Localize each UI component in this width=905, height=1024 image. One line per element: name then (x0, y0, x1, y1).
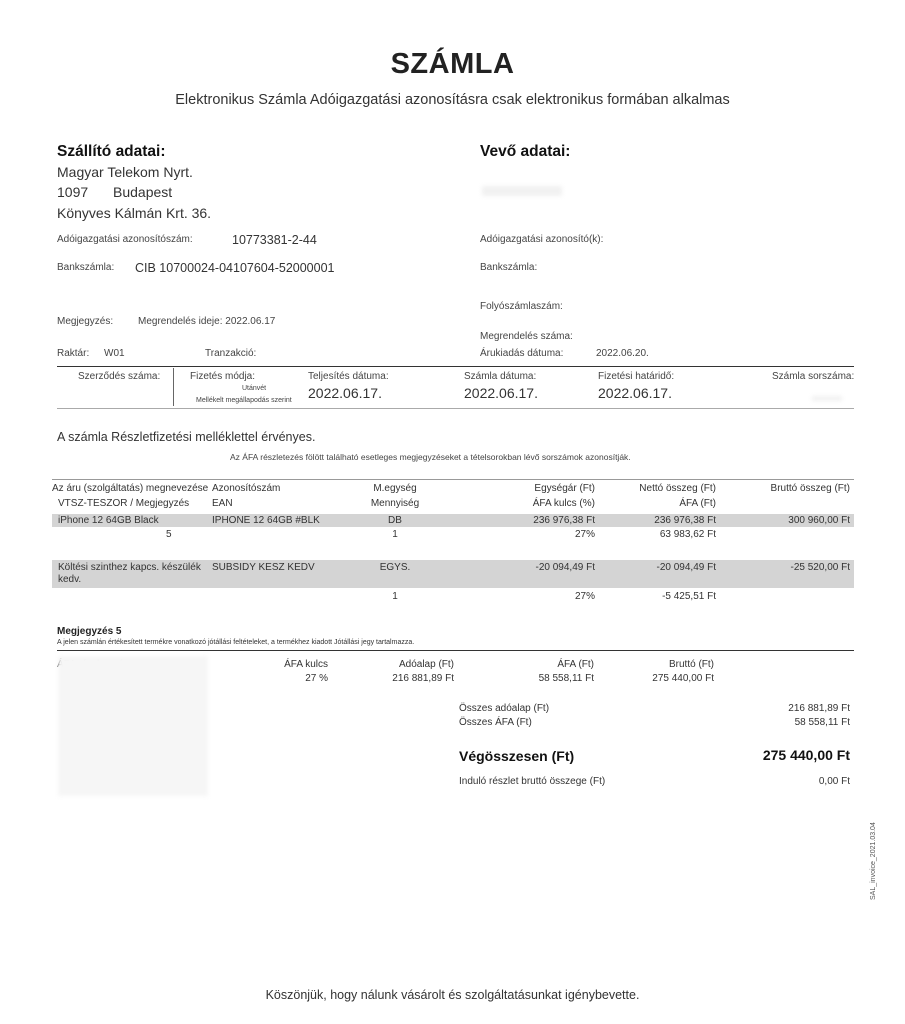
info-divider (173, 368, 174, 406)
delivery-date-value: 2022.06.20. (596, 348, 649, 359)
item-2-net: -20 094,49 Ft (656, 562, 716, 573)
seller-bank-value: CIB 10700024-04107604-52000001 (135, 261, 335, 275)
remark-title: Megjegyzés 5 (57, 626, 122, 637)
performance-date-label: Teljesítés dátuma: (308, 371, 389, 382)
item-2-code: SUBSIDY KESZ KEDV (212, 562, 315, 573)
installment-notice: A számla Részletfizetési melléklettel érvényes. (57, 430, 316, 444)
item-1-vat: 63 983,62 Ft (659, 529, 716, 540)
redacted-buyer-name (482, 186, 562, 196)
initial-installment-value: 0,00 Ft (818, 776, 850, 787)
item-1-unit-price: 236 976,38 Ft (533, 515, 595, 526)
info-row-top-line (57, 366, 854, 367)
payment-value: Utánvét (242, 385, 267, 392)
col-header-gross: Bruttó összeg (Ft) (770, 483, 850, 494)
total-tax-base-value: 216 881,89 Ft (788, 703, 850, 714)
col-header-net: Nettó összeg (Ft) (639, 483, 716, 494)
item-1-qty: 1 (392, 529, 398, 540)
col-header-qty: Mennyiség (370, 498, 420, 509)
total-vat-label: Összes ÁFA (Ft) (459, 717, 532, 728)
grand-total-label: Végösszesen (Ft) (459, 748, 575, 764)
template-code: SAL_invoice_2021.03.04 (870, 822, 877, 900)
serial-label: Számla sorszáma: (772, 371, 855, 382)
item-1-name: iPhone 12 64GB Black (58, 515, 159, 526)
buyer-tax-label: Adóigazgatási azonosító(k): (480, 234, 604, 245)
col-header-vat-rate: ÁFA kulcs (%) (532, 498, 595, 509)
buyer-account-label: Folyószámlaszám: (480, 301, 563, 312)
initial-installment-label: Induló részlet bruttó összege (Ft) (459, 776, 606, 787)
seller-city: Budapest (113, 184, 173, 200)
item-2-unit: EGYS. (379, 562, 411, 573)
payment-label: Fizetés módja: (190, 371, 256, 382)
total-vat-value: 58 558,11 Ft (794, 717, 850, 728)
item-2-qty: 1 (392, 591, 398, 602)
seller-tax-label: Adóigazgatási azonosítószám: (57, 234, 193, 245)
footer-thanks: Köszönjük, hogy nálunk vásárolt és szolgáltatásunkat igénybevette. (265, 988, 640, 1002)
vat-section-top-line (57, 650, 854, 651)
warehouse-value: W01 (104, 348, 125, 359)
buyer-heading: Vevő adatai: (480, 143, 571, 160)
item-1-vat-rate: 27% (574, 529, 595, 540)
col-header-ean: EAN (212, 498, 233, 509)
vat-summary-header-vat: ÁFA (Ft) (557, 659, 594, 670)
col-header-unit-price: Egységár (Ft) (534, 483, 595, 494)
vat-summary-base: 216 881,89 Ft (392, 673, 454, 684)
item-1-unit: DB (388, 515, 402, 526)
delivery-date-label: Árukiadás dátuma: (480, 348, 564, 359)
seller-heading: Szállító adatai: (57, 143, 166, 160)
item-1-net: 236 976,38 Ft (654, 515, 716, 526)
seller-bank-label: Bankszámla: (57, 262, 115, 273)
invoice-date-value: 2022.06.17. (464, 385, 538, 401)
remark-text: A jelen számlán értékesített termékre vonatkozó jótállási feltételeket, a termékhez kiadott Jótállási jegy tartalmazza. (57, 639, 415, 646)
buyer-order-label: Megrendelés száma: (480, 331, 573, 342)
transaction-label: Tranzakció: (205, 348, 257, 359)
seller-tax-value: 10773381-2-44 (232, 233, 317, 247)
invoice-date-label: Számla dátuma: (464, 371, 537, 382)
col-header-vtsz: VTSZ-TESZOR / Megjegyzés (58, 498, 190, 509)
due-date-value: 2022.06.17. (598, 385, 672, 401)
vat-summary-vat: 58 558,11 Ft (538, 673, 594, 684)
item-2-vat-rate: 27% (574, 591, 595, 602)
vat-summary-gross: 275 440,00 Ft (652, 673, 714, 684)
performance-date-value: 2022.06.17. (308, 385, 382, 401)
invoice-subtitle: Elektronikus Számla Adóigazgatási azonosításra csak elektronikus formában alkalmas (175, 92, 730, 108)
info-row-bottom-line (57, 408, 854, 409)
warehouse-label: Raktár: (57, 348, 90, 359)
item-2-unit-price: -20 094,49 Ft (535, 562, 595, 573)
seller-name: Magyar Telekom Nyrt. (57, 164, 193, 180)
redacted-area (58, 656, 208, 796)
seller-note-value: Megrendelés ideje: 2022.06.17 (138, 316, 276, 327)
items-table-top-line (52, 479, 854, 480)
item-1-code: IPHONE 12 64GB #BLK (212, 515, 320, 526)
vat-summary-header-base: Adóalap (Ft) (398, 659, 454, 670)
item-1-gross: 300 960,00 Ft (788, 515, 850, 526)
col-header-vat: ÁFA (Ft) (679, 498, 716, 509)
contract-label: Szerződés száma: (78, 371, 161, 382)
col-header-code: Azonosítószám (212, 483, 281, 494)
redacted-serial (812, 396, 842, 401)
item-2-gross: -25 520,00 Ft (790, 562, 850, 573)
vat-summary-header-gross: Bruttó (Ft) (668, 659, 714, 670)
col-header-name: Az áru (szolgáltatás) megnevezése (52, 483, 209, 494)
seller-street: Könyves Kálmán Krt. 36. (57, 205, 212, 221)
payment-note: Mellékelt megállapodás szerint (196, 397, 292, 404)
item-row-highlight (52, 514, 854, 527)
vat-summary-header-rate: ÁFA kulcs (284, 659, 328, 670)
total-tax-base-label: Összes adóalap (Ft) (459, 703, 550, 714)
vat-remark-notice: Az ÁFA részletezés fölött található esetleges megjegyzéseket a tételsorokban lévő sorszámok azonosítják. (230, 452, 631, 462)
grand-total-value: 275 440,00 Ft (762, 747, 850, 763)
item-2-vat: -5 425,51 Ft (662, 591, 716, 602)
seller-note-label: Megjegyzés: (57, 316, 114, 327)
item-2-name: Költési szinthez kapcs. készülék kedv. (58, 562, 201, 585)
vat-summary-rate: 27 % (305, 673, 328, 684)
due-date-label: Fizetési határidő: (598, 371, 675, 382)
seller-zip: 1097 (57, 184, 89, 200)
invoice-title: SZÁMLA (390, 48, 515, 80)
item-1-note-ref: 5 (166, 529, 172, 540)
buyer-bank-label: Bankszámla: (480, 262, 538, 273)
col-header-unit: M.egység (373, 483, 417, 494)
